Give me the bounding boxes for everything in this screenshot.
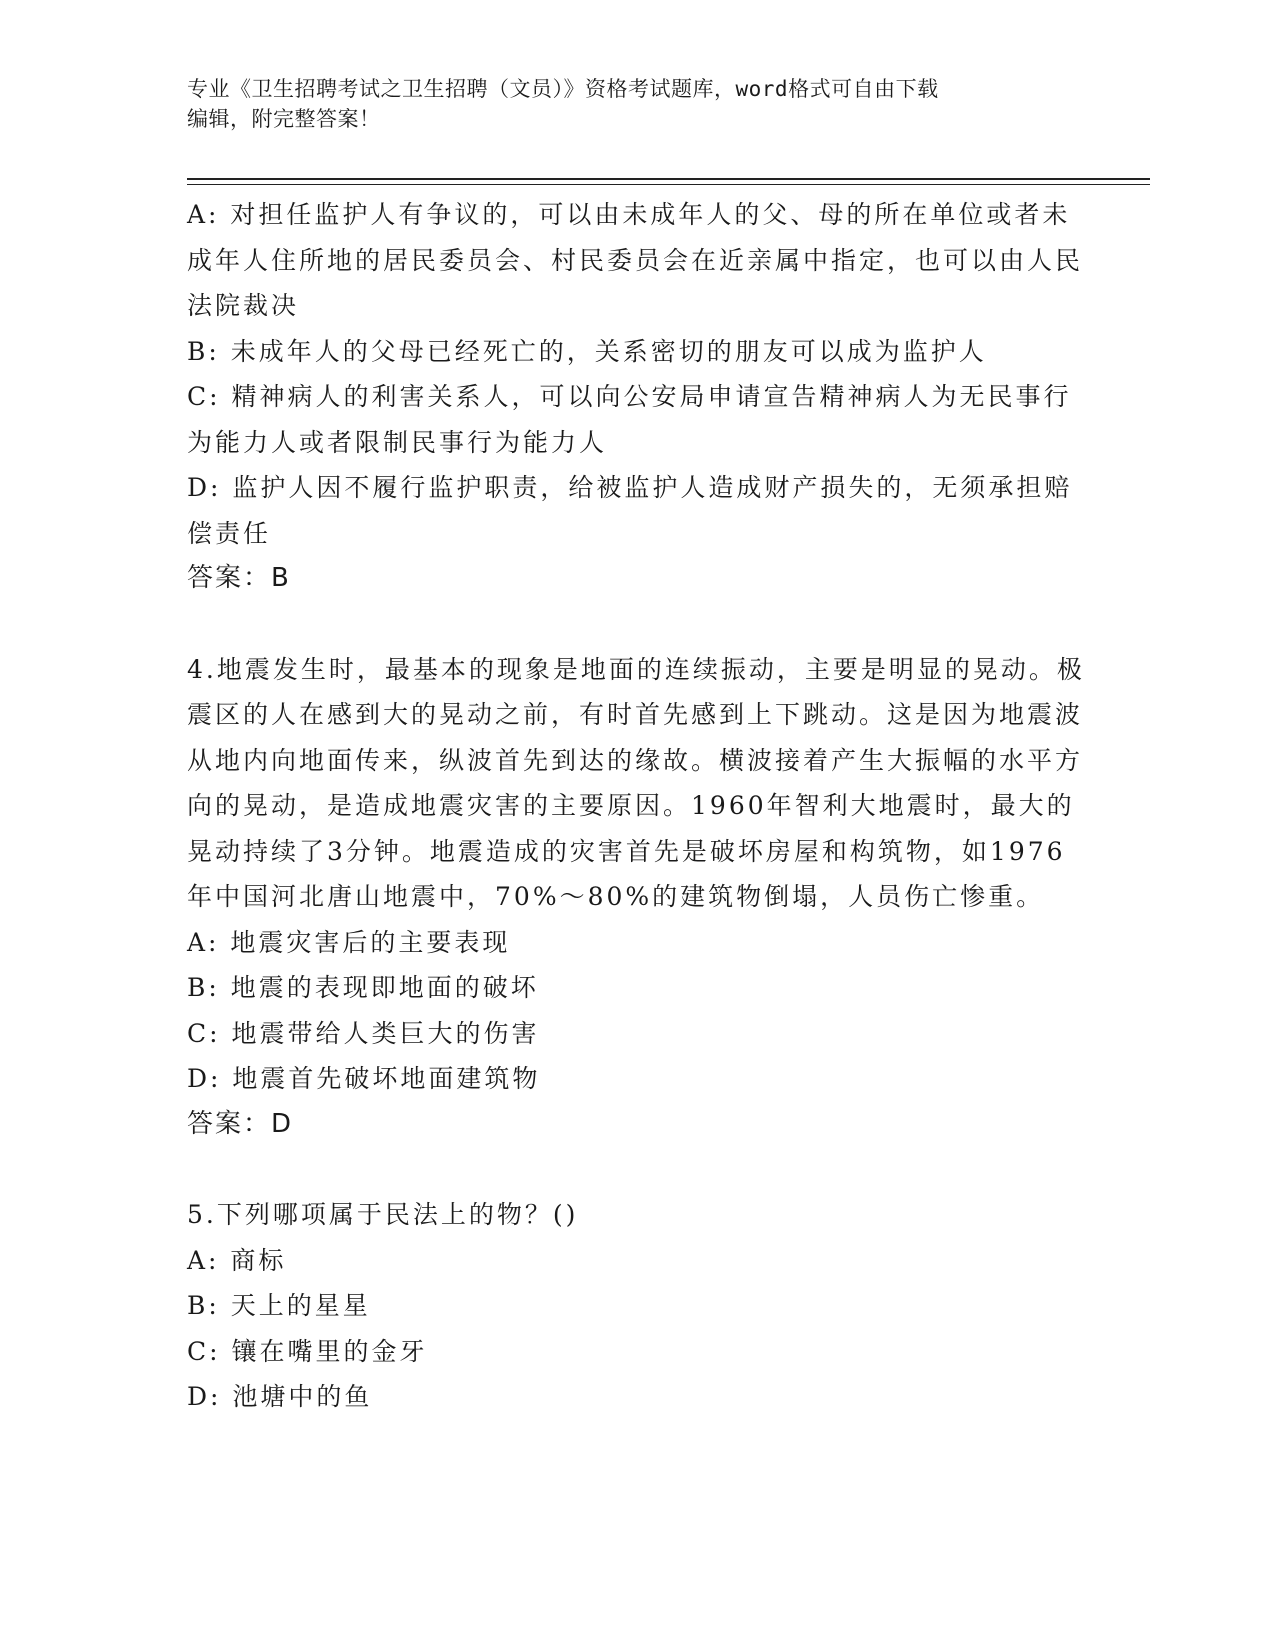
q3-answer: 答案：B <box>187 563 291 593</box>
header-divider-thick <box>187 178 1150 180</box>
question-5-block <box>187 1192 1087 1420</box>
q4-answer: 答案：D <box>187 1108 294 1139</box>
question-3-block <box>187 192 1087 602</box>
q3-option-b: B: 未成年人的父母已经死亡的，关系密切的朋友可以成为监护人 <box>187 336 987 366</box>
q4-option-d: D: 地震首先破坏地面建筑物 <box>187 1064 541 1093</box>
q3-option-c: C: 精神病人的利害关系人，可以向公安局申请宣告精神病人为无民事行为能力人或者限制民事行为能力人 <box>187 382 1072 457</box>
q4-option-c: C: 地震带给人类巨大的伤害 <box>187 1018 540 1048</box>
question-4-block <box>187 647 1087 1148</box>
spacer <box>187 602 1087 647</box>
q5-option-a: A: 商标 <box>187 1245 287 1275</box>
q4-option-b: B: 地震的表现即地面的破坏 <box>187 973 539 1002</box>
q4-option-a: A: 地震灾害后的主要表现 <box>187 927 511 957</box>
header-line-1: 专业《卫生招聘考试之卫生招聘（文员）》资格考试题库，word格式可自由下载 <box>187 77 939 101</box>
q5-question-text: 5.下列哪项属于民法上的物？() <box>187 1200 579 1229</box>
header-line-2: 编辑，附完整答案！ <box>187 107 381 131</box>
document-body <box>187 192 1087 1420</box>
header-divider-thin <box>187 184 1150 185</box>
q5-option-b: B: 天上的星星 <box>187 1291 371 1320</box>
document-header <box>187 74 1087 134</box>
q3-option-d: D: 监护人因不履行监护职责，给被监护人造成财产损失的，无须承担赔偿责任 <box>187 473 1073 548</box>
q3-option-a: A: 对担任监护人有争议的，可以由未成年人的父、母的所在单位或者未成年人住所地的居民委员会、村民委员会在近亲属中指定，也可以由人民法院裁决 <box>187 200 1084 320</box>
q4-question-text: 4.地震发生时，最基本的现象是地面的连续振动，主要是明显的晃动。极震区的人在感到大的晃动之前，有时首先感到上下跳动。这是因为地震波从地内向地面传来，纵波首先到达的缘故。横波接着产生大振幅的水平方向的晃动，是造成地震灾害的主要原因。1960年智利大地震时，最大的晃动持续了3分钟。地震造成的灾害首先是破坏房屋和构筑物，如1976年中国河北唐山地震中，70%～80%的建筑物倒塌，人员伤亡惨重。 <box>187 654 1085 911</box>
q5-option-d: D: 池塘中的鱼 <box>187 1382 373 1411</box>
spacer <box>187 1147 1087 1192</box>
q5-option-c: C: 镶在嘴里的金牙 <box>187 1336 428 1366</box>
